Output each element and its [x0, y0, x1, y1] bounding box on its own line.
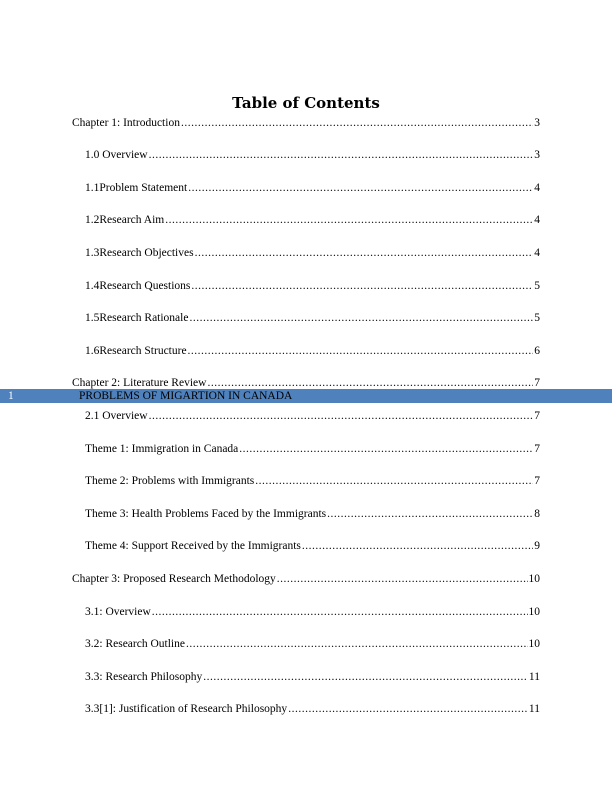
toc-entry[interactable] — [72, 572, 540, 586]
toc-entry-text: Theme 1: Immigration in Canada — [85, 443, 239, 455]
toc-entry-number: 1.4 — [85, 280, 100, 292]
toc-leader-dots — [149, 148, 534, 162]
toc-entry-text: Research Rationale — [99, 312, 189, 324]
toc-page-number: 10 — [528, 638, 540, 650]
toc-entry-text: 3.1: Overview — [85, 606, 151, 618]
toc-entry-number: 1.1 — [85, 182, 100, 194]
toc-entry[interactable] — [85, 409, 540, 423]
toc-page-number: 7 — [534, 443, 540, 455]
toc-page-number: 5 — [534, 312, 540, 324]
toc-page-number: 11 — [528, 703, 540, 715]
toc-entry-text: Research Objectives — [99, 247, 194, 259]
toc-entry[interactable] — [85, 213, 540, 227]
toc-entry[interactable] — [85, 605, 540, 619]
toc-page-number: 7 — [534, 475, 540, 487]
toc-entry-text: Research Questions — [99, 280, 191, 292]
toc-leader-dots — [239, 442, 533, 456]
toc-entry[interactable] — [85, 670, 540, 684]
toc-page-number: 8 — [534, 508, 540, 520]
toc-entry[interactable] — [85, 474, 540, 488]
toc-leader-dots — [188, 344, 534, 358]
toc-page-number: 10 — [528, 573, 540, 585]
toc-entry[interactable] — [72, 116, 540, 130]
toc-leader-dots — [203, 670, 528, 684]
band-number: 1 — [8, 390, 14, 402]
toc-entry-text: 1.0 Overview — [85, 149, 148, 161]
chapter-header-band — [0, 389, 612, 403]
toc-entry[interactable] — [85, 507, 540, 521]
toc-leader-dots — [195, 246, 534, 260]
toc-entry[interactable] — [85, 637, 540, 651]
toc-entry-text: Chapter 2: Literature Review — [72, 377, 207, 389]
toc-leader-dots — [181, 116, 533, 130]
toc-page-number: 11 — [528, 671, 540, 683]
toc-leader-dots — [188, 181, 533, 195]
toc-entry-text: 3.2: Research Outline — [85, 638, 185, 650]
toc-entry[interactable] — [85, 344, 540, 358]
toc-page-number: 3 — [534, 149, 540, 161]
toc-entry-text: Research Aim — [99, 214, 165, 226]
toc-entry-text: Research Structure — [99, 345, 187, 357]
toc-entry[interactable] — [85, 246, 540, 260]
toc-leader-dots — [255, 474, 533, 488]
toc-entry[interactable] — [85, 148, 540, 162]
toc-leader-dots — [191, 279, 533, 293]
toc-entry-text: 3.3[1]: Justification of Research Philosophy — [85, 703, 288, 715]
toc-leader-dots — [165, 213, 533, 227]
toc-page-number: 4 — [534, 182, 540, 194]
toc-entry-number: 1.2 — [85, 214, 100, 226]
toc-entry[interactable] — [85, 181, 540, 195]
toc-entry-text: Theme 4: Support Received by the Immigrants — [85, 540, 301, 552]
toc-page-number: 5 — [534, 280, 540, 292]
toc-entry-text: Theme 3: Health Problems Faced by the Immigrants — [85, 508, 327, 520]
toc-entry[interactable] — [85, 279, 540, 293]
toc-leader-dots — [277, 572, 528, 586]
toc-entry-number: 1.3 — [85, 247, 100, 259]
toc-leader-dots — [186, 637, 528, 651]
toc-entry[interactable] — [85, 702, 540, 716]
toc-page-number: 9 — [534, 540, 540, 552]
toc-leader-dots — [207, 376, 533, 390]
toc-entry-text: Chapter 1: Introduction — [72, 117, 180, 129]
toc-page-number: 3 — [534, 117, 540, 129]
toc-entry-number: 1.5 — [85, 312, 100, 324]
toc-page-number: 7 — [534, 377, 540, 389]
toc-page-number: 4 — [534, 214, 540, 226]
toc-page-number: 4 — [534, 247, 540, 259]
toc-entry[interactable] — [85, 311, 540, 325]
toc-entry[interactable] — [85, 442, 540, 456]
toc-entry[interactable] — [85, 539, 540, 553]
toc-leader-dots — [189, 311, 533, 325]
toc-entry-text: Chapter 3: Proposed Research Methodology — [72, 573, 276, 585]
toc-entry-text: 2.1 Overview — [85, 410, 148, 422]
toc-leader-dots — [327, 507, 533, 521]
toc-leader-dots — [152, 605, 528, 619]
toc-page-number: 6 — [534, 345, 540, 357]
toc-page-number: 7 — [534, 410, 540, 422]
toc-leader-dots — [302, 539, 533, 553]
toc-leader-dots — [288, 702, 528, 716]
toc-page-number: 10 — [528, 606, 540, 618]
toc-entry-text: Problem Statement — [99, 182, 188, 194]
toc-entry[interactable] — [72, 376, 540, 390]
toc-entry-text: Theme 2: Problems with Immigrants — [85, 475, 255, 487]
page-title: Table of Contents — [232, 94, 380, 112]
toc-entry-number: 1.6 — [85, 345, 100, 357]
toc-entry-text: 3.3: Research Philosophy — [85, 671, 203, 683]
toc-leader-dots — [149, 409, 534, 423]
band-title: PROBLEMS OF MIGARTION IN CANADA — [79, 390, 293, 402]
